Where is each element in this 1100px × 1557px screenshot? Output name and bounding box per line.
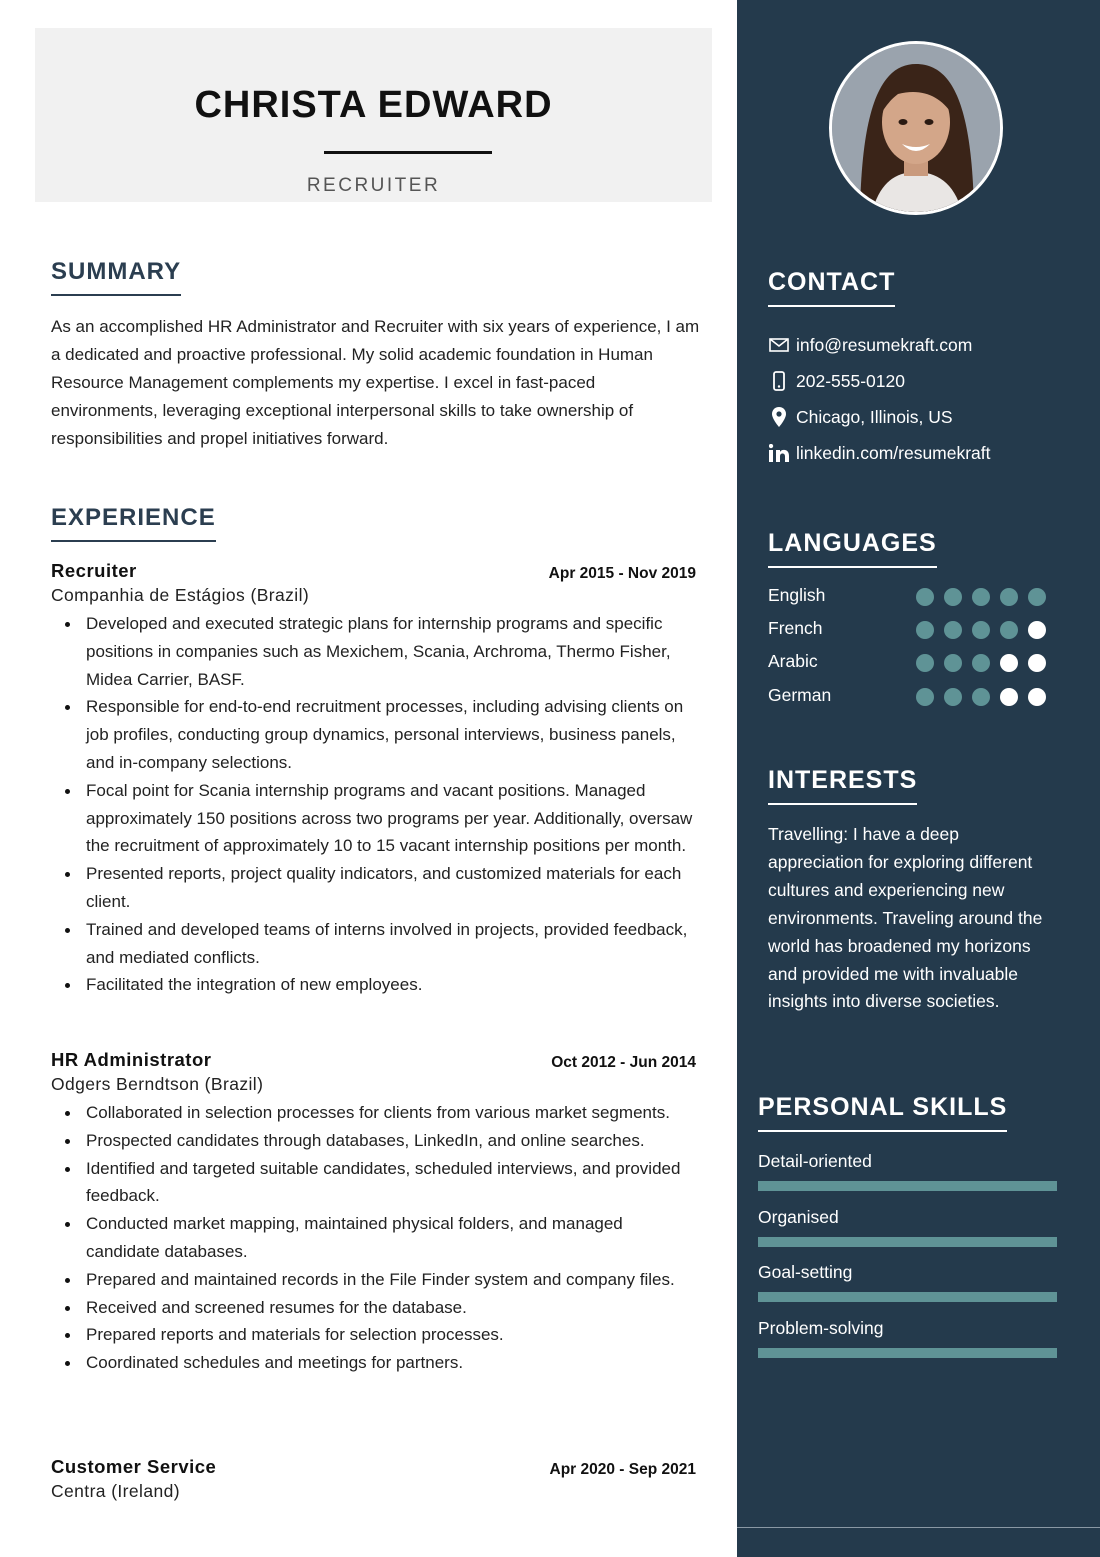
language-name: English xyxy=(768,585,826,605)
contact-heading: CONTACT xyxy=(768,268,895,307)
level-dot-filled xyxy=(972,621,990,639)
job-entry-company: Companhia de Estágios (Brazil) xyxy=(51,585,310,605)
skill-bar-fill xyxy=(758,1292,1057,1302)
level-dot-filled xyxy=(972,688,990,706)
contact-location xyxy=(768,405,953,429)
level-dot-filled xyxy=(1028,588,1046,606)
skill-name: Goal-setting xyxy=(758,1262,853,1282)
level-dot-filled xyxy=(1000,621,1018,639)
skill-item xyxy=(758,1262,1057,1302)
job-entry-company: Centra (Ireland) xyxy=(51,1481,180,1501)
bullet-item: Developed and executed strategic plans for internship programs and specific positions in companies such as Mexichem, Scania, Archroma, Thermo Fisher, Midea Carrier, BASF. xyxy=(51,610,696,693)
bullet-item: Received and screened resumes for the database. xyxy=(51,1294,696,1322)
bullet-item: Prospected candidates through databases, LinkedIn, and online searches. xyxy=(51,1127,696,1155)
candidate-name: CHRISTA EDWARD xyxy=(194,84,553,126)
level-dot-filled xyxy=(944,654,962,672)
language-name: Arabic xyxy=(768,651,818,671)
job-entry-title: Recruiter xyxy=(51,560,137,581)
language-name: German xyxy=(768,685,832,705)
level-dot-filled xyxy=(1000,588,1018,606)
skill-bar-track xyxy=(758,1237,1057,1247)
experience-heading: EXPERIENCE xyxy=(51,504,216,542)
skill-bar-track xyxy=(758,1348,1057,1358)
level-dot-filled xyxy=(944,621,962,639)
phone-icon xyxy=(768,370,790,392)
summary-text: As an accomplished HR Administrator and Recruiter with six years of experience, I am a dedicated and proactive professional. My solid academic foundation in Human Resource Management complements my expertise. I excel in fast-paced environments, leveraging exceptional interpersonal skills to take ownership of responsibilities and propel initiatives forward. xyxy=(51,317,700,448)
contact-email[interactable] xyxy=(768,333,972,357)
job-entry-title: Customer Service xyxy=(51,1456,217,1477)
job-entry xyxy=(51,1456,696,1502)
bullet-item: Focal point for Scania internship programs and vacant positions. Managed approximately 150 positions across two programs per year. Additionally, oversaw the recruitment of approximately 10 to 15 vacant internship positions per month. xyxy=(51,777,696,860)
summary-heading: SUMMARY xyxy=(51,258,181,296)
language-name: French xyxy=(768,618,823,638)
skill-bar-track xyxy=(758,1292,1057,1302)
language-item xyxy=(768,585,1058,609)
bullet-item: Trained and developed teams of interns involved in projects, provided feedback, and mediated conflicts. xyxy=(51,916,696,972)
languages-heading: LANGUAGES xyxy=(768,529,937,568)
bullet-item: Prepared and maintained records in the File Finder system and company files. xyxy=(51,1266,696,1294)
language-item xyxy=(768,651,1058,675)
name-divider xyxy=(324,151,492,154)
level-dot-empty xyxy=(1028,654,1046,672)
level-dot-filled xyxy=(944,688,962,706)
contact-linkedin[interactable] xyxy=(768,441,991,465)
skill-item xyxy=(758,1207,1057,1247)
level-dot-empty xyxy=(1028,688,1046,706)
contact-phone-text: 202-555-0120 xyxy=(796,370,905,391)
linkedin-icon xyxy=(768,442,790,464)
job-entry-bullets xyxy=(51,610,696,999)
bullet-item: Responsible for end-to-end recruitment processes, including advising clients on job profiles, conducting group dynamics, personal interviews, business panels, and in-company selections. xyxy=(51,693,696,776)
job-entry-dates: Oct 2012 - Jun 2014 xyxy=(551,1054,696,1071)
contact-email-text: info@resumekraft.com xyxy=(796,334,973,355)
job-entry xyxy=(51,1049,696,1377)
skill-bar-fill xyxy=(758,1237,1057,1247)
level-dot-empty xyxy=(1000,654,1018,672)
contact-location-text: Chicago, Illinois, US xyxy=(796,406,953,427)
job-entry-company: Odgers Berndtson (Brazil) xyxy=(51,1074,264,1094)
level-dot-filled xyxy=(916,588,934,606)
skill-bar-fill xyxy=(758,1348,1057,1358)
bullet-item: Presented reports, project quality indicators, and customized materials for each client. xyxy=(51,860,696,916)
skill-name: Detail-oriented xyxy=(758,1151,872,1171)
bullet-item: Prepared reports and materials for selection processes. xyxy=(51,1321,696,1349)
job-entry-dates: Apr 2020 - Sep 2021 xyxy=(549,1461,696,1478)
language-level-dots xyxy=(916,588,1056,606)
job-entry xyxy=(51,560,696,999)
bullet-item: Conducted market mapping, maintained physical folders, and managed candidate databases. xyxy=(51,1210,696,1266)
sidebar-footer-divider xyxy=(737,1527,1100,1528)
skill-bar-track xyxy=(758,1181,1057,1191)
level-dot-filled xyxy=(944,588,962,606)
bullet-item: Collaborated in selection processes for clients from various market segments. xyxy=(51,1099,696,1127)
profile-photo xyxy=(829,41,1003,215)
bullet-item: Facilitated the integration of new employees. xyxy=(51,971,696,999)
skill-item xyxy=(758,1151,1057,1191)
language-level-dots xyxy=(916,654,1056,672)
header-box xyxy=(35,28,712,202)
language-level-dots xyxy=(916,688,1056,706)
language-item xyxy=(768,685,1058,709)
skill-name: Organised xyxy=(758,1207,839,1227)
language-level-dots xyxy=(916,621,1056,639)
level-dot-empty xyxy=(1028,621,1046,639)
bullet-item: Coordinated schedules and meetings for partners. xyxy=(51,1349,696,1377)
location-pin-icon xyxy=(768,406,790,428)
level-dot-filled xyxy=(916,621,934,639)
bullet-item: Identified and targeted suitable candidates, scheduled interviews, and provided feedback. xyxy=(51,1155,696,1211)
skill-bar-fill xyxy=(758,1181,1057,1191)
contact-phone[interactable] xyxy=(768,369,905,393)
interests-text: Travelling: I have a deep appreciation for exploring different cultures and experiencing new environments. Traveling around the world has broadened my horizons and provided me with invaluable insights into diverse societies. xyxy=(768,824,1043,1012)
skill-name: Problem-solving xyxy=(758,1318,884,1338)
level-dot-empty xyxy=(1000,688,1018,706)
contact-linkedin-text: linkedin.com/resumekraft xyxy=(796,442,991,463)
level-dot-filled xyxy=(916,654,934,672)
job-entry-dates: Apr 2015 - Nov 2019 xyxy=(548,565,696,582)
level-dot-filled xyxy=(972,588,990,606)
skills-heading: PERSONAL SKILLS xyxy=(758,1093,1007,1132)
level-dot-filled xyxy=(972,654,990,672)
email-icon xyxy=(768,334,790,356)
level-dot-filled xyxy=(916,688,934,706)
skill-item xyxy=(758,1318,1057,1358)
interests-heading: INTERESTS xyxy=(768,766,917,805)
job-title: RECRUITER xyxy=(306,175,441,196)
job-entry-bullets xyxy=(51,1099,696,1377)
job-entry-title: HR Administrator xyxy=(51,1049,212,1070)
language-item xyxy=(768,618,1058,642)
